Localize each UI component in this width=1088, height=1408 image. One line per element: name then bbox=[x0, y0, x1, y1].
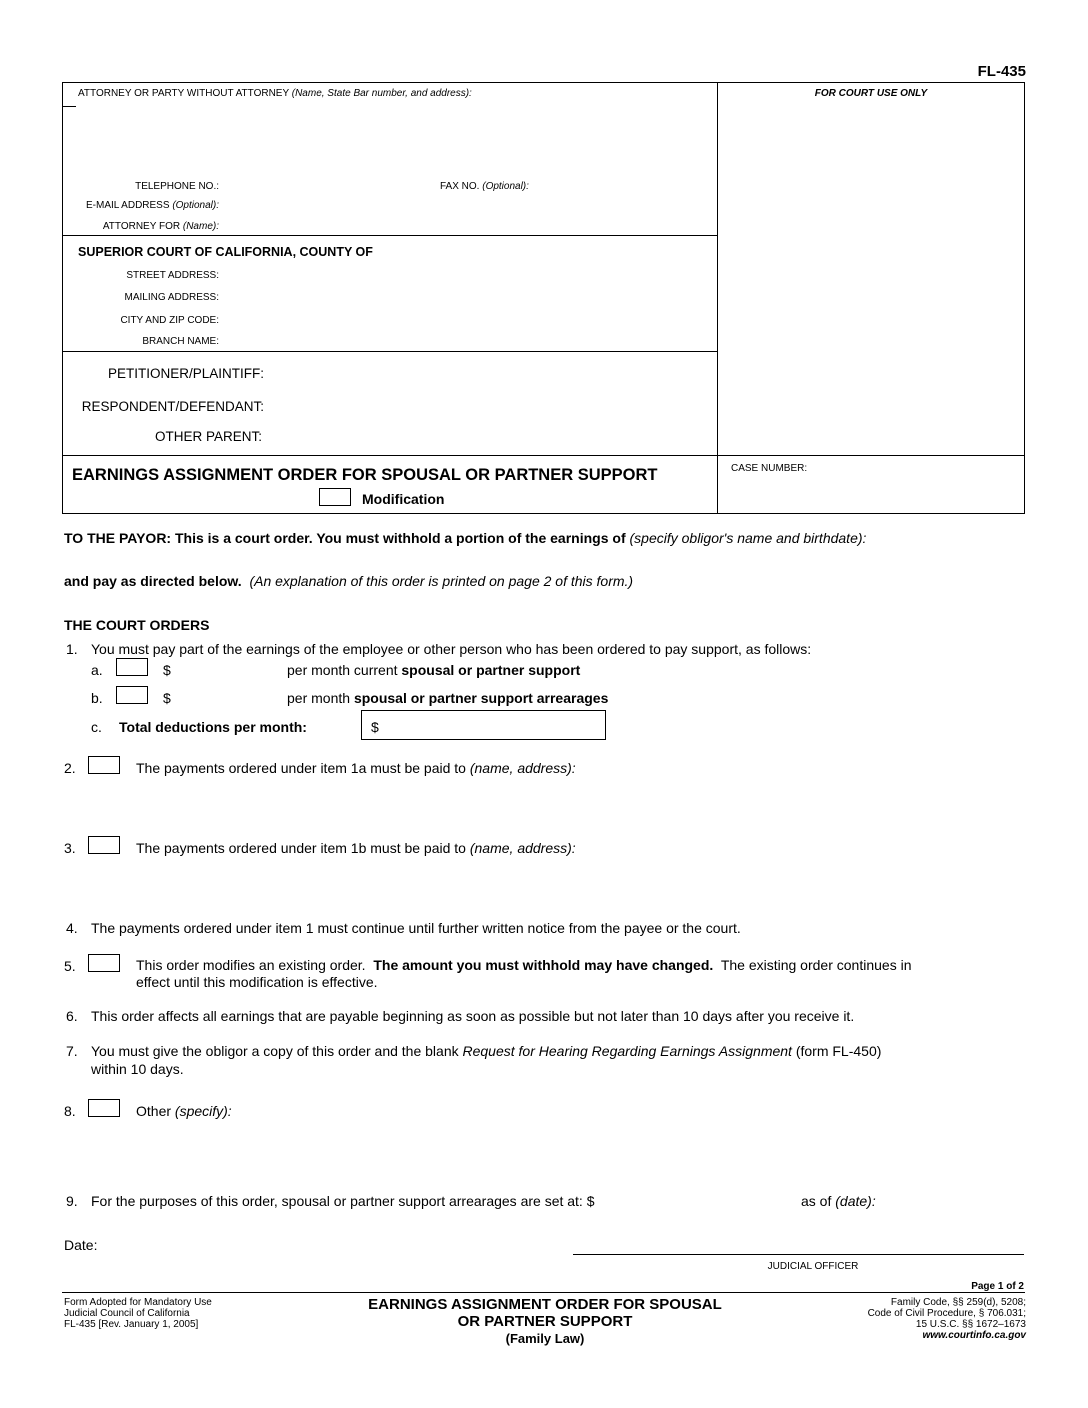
item-5-text: This order modifies an existing order. The amount you must withhold may have changed. The existing order continues in bbox=[136, 957, 912, 973]
item-6-number: 6. bbox=[66, 1008, 78, 1024]
court-use-label: FOR COURT USE ONLY bbox=[814, 88, 928, 99]
footer-right: Family Code, §§ 259(d), 5208; Code of Civil Procedure, § 706.031; 15 U.S.C. §§ 1672–1673 www.courtinfo.ca.gov bbox=[867, 1297, 1026, 1341]
footer-rule bbox=[62, 1292, 1025, 1293]
item-1c-letter: c. bbox=[91, 719, 102, 735]
mailing-address-label: MAILING ADDRESS: bbox=[124, 292, 219, 303]
item-3-text: The payments ordered under item 1b must be paid to (name, address): bbox=[136, 840, 576, 856]
item-8-text: Other (specify): bbox=[136, 1103, 232, 1119]
item-5-checkbox[interactable] bbox=[88, 954, 120, 972]
item-1-number: 1. bbox=[66, 641, 78, 657]
item-1c-dollar: $ bbox=[371, 719, 379, 735]
modification-label: Modification bbox=[362, 491, 445, 507]
court-orders-heading: THE COURT ORDERS bbox=[64, 617, 210, 633]
item-7-text-cont: within 10 days. bbox=[91, 1061, 184, 1077]
item-1c-label: Total deductions per month: bbox=[119, 719, 307, 735]
pay-directed: and pay as directed below. (An explanation of this order is printed on page 2 of this form.) bbox=[64, 573, 634, 589]
item-1b-letter: b. bbox=[91, 690, 103, 706]
item-8-checkbox[interactable] bbox=[88, 1099, 120, 1117]
item-2-number: 2. bbox=[64, 760, 76, 776]
footer-left: Form Adopted for Mandatory Use Judicial Council of California FL-435 [Rev. January 1, 2005] bbox=[64, 1297, 212, 1330]
item-1-text: You must pay part of the earnings of the employee or other person who has been ordered to pay support, as follows: bbox=[91, 641, 812, 657]
city-zip-label: CITY AND ZIP CODE: bbox=[120, 315, 219, 326]
payor-instruction: TO THE PAYOR: This is a court order. You must withhold a portion of the earnings of (specify obligor's name and birthdate): bbox=[64, 530, 867, 546]
attorney-for-label: ATTORNEY FOR (Name): bbox=[102, 221, 219, 232]
item-1b-dollar: $ bbox=[163, 690, 171, 706]
judicial-officer-label: JUDICIAL OFFICER bbox=[767, 1261, 859, 1272]
item-2-text: The payments ordered under item 1a must be paid to (name, address): bbox=[136, 760, 576, 776]
item-4-text: The payments ordered under item 1 must continue until further written notice from the payee or the court. bbox=[91, 920, 741, 936]
item-3-checkbox[interactable] bbox=[88, 836, 120, 854]
item-3-number: 3. bbox=[64, 840, 76, 856]
item-9-number: 9. bbox=[66, 1193, 78, 1209]
street-address-label: STREET ADDRESS: bbox=[126, 270, 219, 281]
page-number: Page 1 of 2 bbox=[971, 1281, 1024, 1292]
caption-divider bbox=[717, 82, 718, 514]
item-9-text: For the purposes of this order, spousal or partner support arrearages are set at: $ bbox=[91, 1193, 595, 1209]
date-label: Date: bbox=[64, 1237, 98, 1253]
total-deductions-field[interactable] bbox=[361, 710, 606, 740]
item-1a-letter: a. bbox=[91, 662, 103, 678]
email-label: E-MAIL ADDRESS (Optional): bbox=[85, 200, 219, 211]
item-1a-text: per month current spousal or partner support bbox=[287, 662, 581, 678]
case-number-label: CASE NUMBER: bbox=[731, 463, 808, 474]
item-5-number: 5. bbox=[64, 958, 76, 974]
form-id: FL-435 bbox=[977, 63, 1026, 80]
item-1a-dollar: $ bbox=[163, 662, 171, 678]
other-parent-label: OTHER PARENT: bbox=[154, 429, 262, 444]
item-7-number: 7. bbox=[66, 1043, 78, 1059]
item-4-number: 4. bbox=[66, 920, 78, 936]
form-title: EARNINGS ASSIGNMENT ORDER FOR SPOUSAL OR PARTNER SUPPORT bbox=[72, 466, 658, 484]
attorney-label: ATTORNEY OR PARTY WITHOUT ATTORNEY (Name, State Bar number, and address): bbox=[78, 88, 472, 99]
fax-label: FAX NO. (Optional): bbox=[440, 181, 529, 192]
signature-line bbox=[573, 1254, 1024, 1255]
item-8-number: 8. bbox=[64, 1103, 76, 1119]
petitioner-label: PETITIONER/PLAINTIFF: bbox=[107, 366, 264, 381]
item-1b-text: per month spousal or partner support arrearages bbox=[287, 690, 609, 706]
court-title: SUPERIOR COURT OF CALIFORNIA, COUNTY OF bbox=[78, 245, 373, 259]
footer-title: EARNINGS ASSIGNMENT ORDER FOR SPOUSAL OR PARTNER SUPPORT (Family Law) bbox=[368, 1296, 722, 1346]
item-7-text: You must give the obligor a copy of this order and the blank Request for Hearing Regarding Earnings Assignment (form FL-450) bbox=[91, 1043, 882, 1059]
item-6-text: This order affects all earnings that are payable beginning as soon as possible but not later than 10 days after you receive it. bbox=[91, 1008, 855, 1024]
item-1a-checkbox[interactable] bbox=[116, 658, 148, 676]
respondent-label: RESPONDENT/DEFENDANT: bbox=[81, 399, 264, 414]
item-2-checkbox[interactable] bbox=[88, 756, 120, 774]
item-5-text-cont: effect until this modification is effective. bbox=[136, 974, 378, 990]
branch-name-label: BRANCH NAME: bbox=[142, 336, 219, 347]
item-1b-checkbox[interactable] bbox=[116, 686, 148, 704]
item-9-asof: as of (date): bbox=[801, 1193, 876, 1209]
modification-checkbox[interactable] bbox=[319, 488, 351, 506]
telephone-label: TELEPHONE NO.: bbox=[135, 181, 219, 192]
